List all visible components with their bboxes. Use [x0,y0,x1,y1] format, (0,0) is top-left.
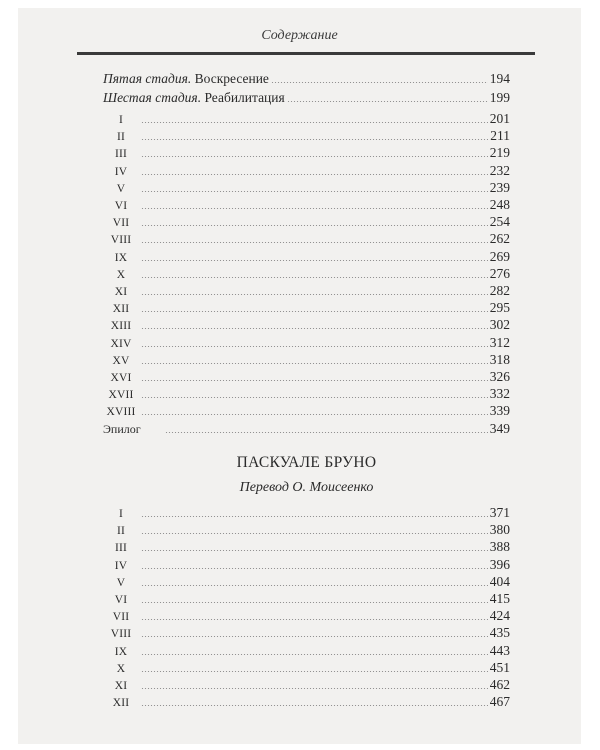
dot-leader [141,705,488,706]
dot-leader [141,346,488,347]
page-number: 332 [489,386,510,402]
chapter-number: I [118,114,124,126]
book-page [18,8,581,744]
toc-entry [103,522,510,538]
page-number: 443 [489,642,510,658]
dot-leader [141,174,488,175]
dot-leader [141,294,488,295]
dot-leader [141,277,488,278]
page-number: 312 [489,334,510,350]
dot-leader [141,191,488,192]
chapter-number: III [114,542,128,555]
toc-entry [103,317,510,333]
chapter-number: XV [112,354,130,367]
chapter-number: IV [114,559,128,572]
running-head: Содержание [261,28,338,43]
page-number: 415 [489,591,510,606]
chapter-number: VII [112,217,130,230]
page-number: 396 [489,556,510,572]
chapter-number: XII [112,303,130,316]
dot-leader [141,208,488,209]
dot-leader [141,380,488,381]
dot-leader [141,688,488,689]
chapter-number: VIII [110,628,132,641]
page-number: 201 [489,111,510,126]
chapter-number: XVIII [106,406,136,419]
chapter-number: II [116,131,126,144]
page-number: 371 [489,505,510,520]
page-number: 282 [489,283,510,298]
chapter-number: XII [112,697,130,710]
toc-entry [103,283,510,299]
dot-leader [141,156,488,157]
page-number: 462 [489,677,510,692]
chapter-number: III [114,148,128,161]
dot-leader [141,363,488,364]
toc-entry [103,145,510,161]
dot-leader [165,432,488,433]
dot-leader [141,602,488,603]
dot-leader [141,619,488,620]
toc-entry [103,677,510,693]
toc-entry [103,249,510,265]
page-number: 451 [489,659,510,675]
toc-entry [103,180,510,196]
toc-entry [103,505,510,521]
dot-leader [141,585,488,586]
toc-entry [103,660,510,676]
toc-entry [103,335,510,351]
dot-leader [141,654,488,655]
page-number: 248 [489,197,510,212]
page-number: 219 [489,145,510,161]
chapter-number: XIV [110,337,132,350]
page-number: 388 [489,539,510,555]
dot-leader [141,397,488,398]
dot-leader [141,311,488,312]
page-number: 339 [489,403,510,419]
page-number: 326 [489,369,510,384]
chapter-number: IV [114,165,128,178]
chapter-number: VIII [110,234,132,247]
toc-entry [103,352,510,368]
toc-entry [103,111,510,127]
epilogue-label: Эпилог [103,421,141,436]
table-of-contents [103,8,510,744]
toc-entry [103,128,510,144]
chapter-number: VI [114,200,128,212]
toc-entry [103,214,510,230]
toc-entry [103,369,510,385]
chapter-number: IX [114,251,128,264]
section-title: ПАСКУАЛЕ БРУНО [236,454,377,471]
toc-entry [103,231,510,247]
page-number: 467 [489,694,510,710]
page-number: 194 [489,71,510,86]
dot-leader [271,82,488,83]
page-number: 262 [489,231,510,247]
page-number: 211 [490,128,510,144]
page-number: 424 [489,608,510,624]
chapter-number: V [116,576,126,589]
dot-leader [141,225,488,226]
toc-entry [103,539,510,555]
toc-entry [103,643,510,659]
chapter-number: X [116,268,126,281]
toc-entry [103,266,510,282]
page-number: 199 [489,90,510,105]
toc-entry [103,608,510,624]
page-number: 404 [489,573,510,589]
dot-leader [141,414,488,415]
toc-entry [103,300,510,316]
entry-title [103,71,269,87]
entry-stage-label: Пятая стадия. [103,71,192,86]
chapter-number: II [116,525,126,538]
chapter-number: V [116,182,126,195]
chapter-number: VI [114,594,128,606]
toc-entry [103,197,510,213]
toc-entry [103,90,510,106]
page-number: 295 [489,300,510,316]
dot-leader [141,242,488,243]
dot-leader [141,516,488,517]
toc-entry [103,163,510,179]
page-number: 302 [489,317,510,333]
dot-leader [141,636,488,637]
chapter-number: XVII [108,389,134,402]
chapter-number: IX [114,645,128,658]
chapter-number: XI [114,680,128,692]
chapter-number: I [118,508,124,520]
dot-leader [141,122,488,123]
dot-leader [141,139,488,140]
toc-entry [103,403,510,419]
entry-title [103,90,285,106]
toc-entry [103,386,510,402]
toc-entry [103,574,510,590]
dot-leader [141,533,488,534]
dot-leader [141,568,488,569]
dot-leader [141,671,488,672]
toc-entry [103,625,510,641]
dot-leader [141,328,488,329]
toc-entry [103,557,510,573]
dot-leader [141,550,488,551]
translator-credit: Перевод О. Моисеенко [239,480,374,495]
page-number: 239 [489,179,510,195]
page-number: 380 [489,522,510,538]
page-number: 232 [489,162,510,178]
page-number: 435 [489,625,510,641]
chapter-number: VII [112,611,130,624]
dot-leader [141,260,488,261]
page-number: 269 [489,248,510,264]
entry-stage-title: Реабилитация [201,90,285,105]
toc-entry [103,591,510,607]
chapter-number: XVI [110,372,132,384]
chapter-number: XIII [110,320,132,333]
chapter-number: XI [114,286,128,298]
toc-entry [103,421,510,437]
entry-stage-title: Воскресение [191,71,269,86]
page-number: 254 [489,214,510,230]
page-number: 318 [489,351,510,367]
dot-leader [287,101,488,102]
page-number: 276 [489,265,510,281]
toc-entry [103,71,510,87]
page-number: 349 [489,420,510,436]
entry-stage-label: Шестая стадия. [103,90,202,105]
toc-entry [103,694,510,710]
chapter-number: X [116,662,126,675]
